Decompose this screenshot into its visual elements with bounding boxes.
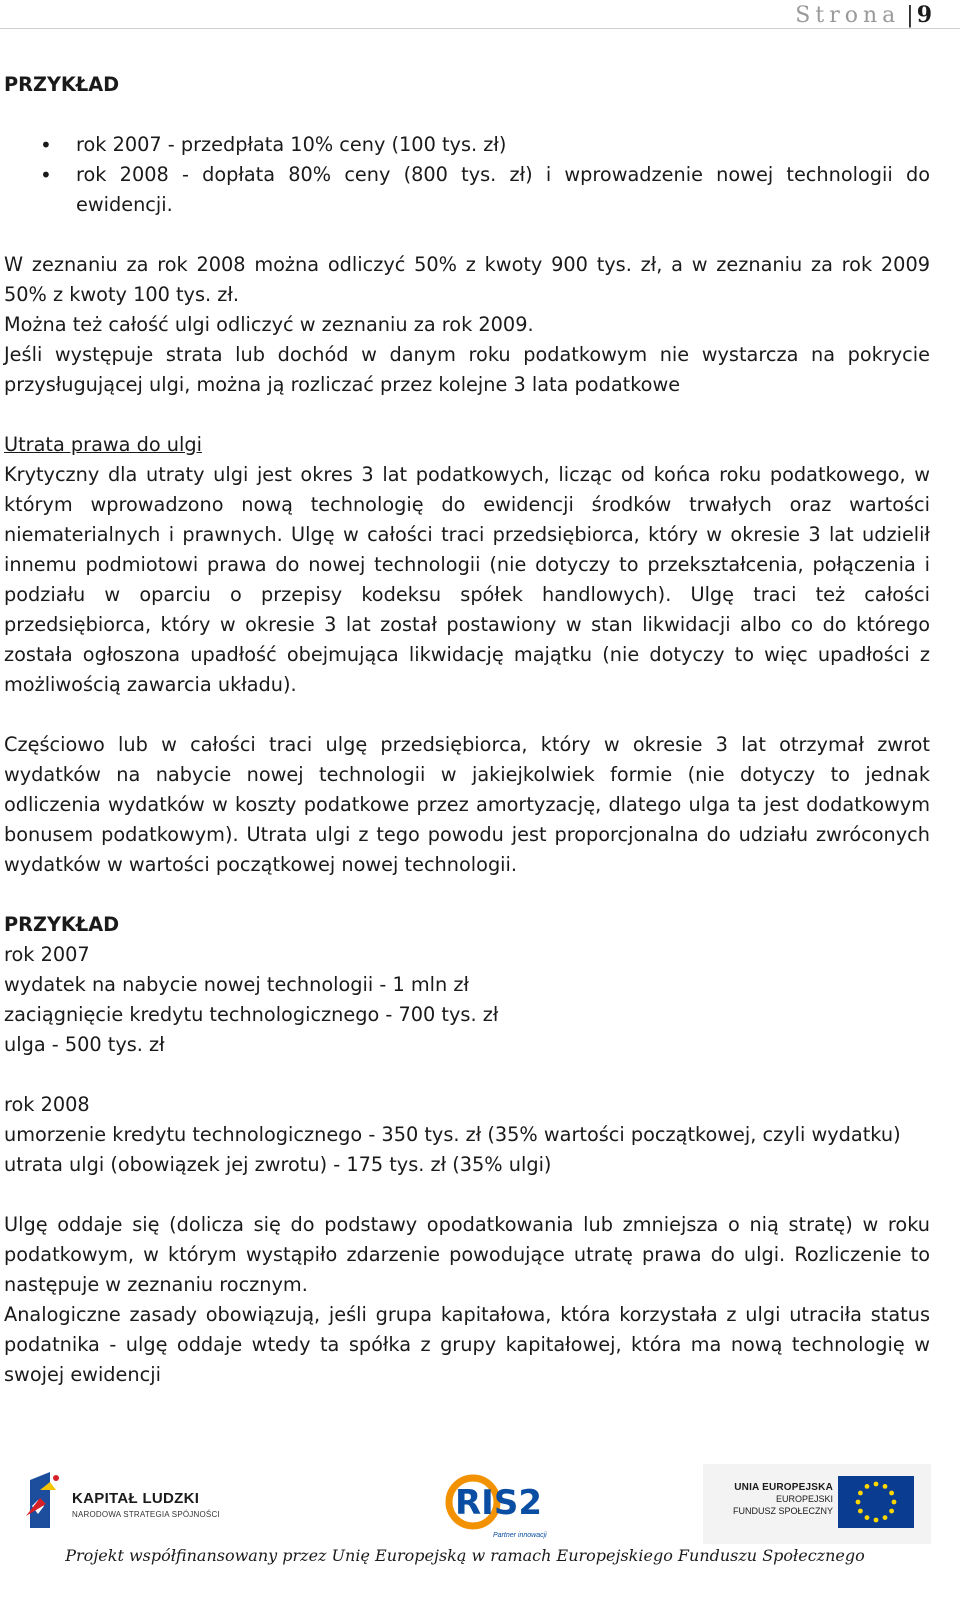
page-label: Strona	[795, 3, 901, 28]
ris2-mark: RIS2	[455, 1483, 542, 1523]
bullet-item: • rok 2007 - przedpłata 10% ceny (100 tys. zł)	[4, 130, 930, 160]
example-heading: PRZYKŁAD	[4, 73, 120, 96]
paragraph-deduction: W zeznaniu za rok 2008 można odliczyć 50% z kwoty 900 tys. zł, a w zeznaniu za rok 2009 50% z kwoty 100 tys. zł.	[4, 253, 930, 306]
paragraph-capital-group: Analogiczne zasady obowiązują, jeśli grupa kapitałowa, która korzystała z ulgi utraciła status podatnika - ulgę oddaje wtedy ta spółka z grupy kapitałowej, która ma nową technologię w swojej ewidencji	[4, 1303, 930, 1386]
paragraph-partial-loss: Częściowo lub w całości traci ulgę przedsiębiorca, który w okresie 3 lat otrzymał zwrot wydatków na nabycie nowej technologii w jakiejkolwiek formie (nie dotyczy to jednak odliczenia wydatków w koszty podatkowe przez amortyzację, dlatego ulga ta jest dodatkowym bonusem podatkowym). Utrata ulgi z tego powodu jest proporcjonalna do udziału zwróconych wydatków w wartości początkowej nowej technologii.	[4, 733, 930, 876]
page-number: 9	[916, 2, 932, 28]
example-bullet-list	[4, 130, 930, 220]
page-separator: |	[906, 3, 914, 28]
eu-logo-text	[717, 1482, 833, 1517]
paragraph-critical-period: Krytyczny dla utraty ulgi jest okres 3 lat podatkowych, licząc od końca roku podatkowego, w którym wprowadzono nową technologię do ewidencji środków trwałych oraz wartości niematerialnych i prawnych. Ulgę w całości traci przedsiębiorca, który w okresie 3 lat udzielił innemu podmiotowi prawa do nowej technologii (nie dotyczy to przekształcenia, połączenia i podziału w oparciu o przepisy kodeksu spółek handlowych). Ulgę traci też całości przedsiębiorca, który w okresie 3 lat został postawiony w stan likwidacji albo co do którego została ogłoszona upadłość obejmująca likwidację majątku (nie dotyczy to więc upadłości z możliwością zawarcia układu).	[4, 463, 930, 696]
eu-logo	[703, 1464, 931, 1544]
ris2-tagline: Partner innowacji	[493, 1532, 547, 1539]
paragraph-whole-relief: Można też całość ulgi odliczyć w zeznaniu za rok 2009.	[4, 313, 534, 336]
paragraph-loss: Jeśli występuje strata lub dochód w danym roku podatkowym nie wystarcza na pokrycie przysługującej ulgi, można ją rozliczać przez kolejne 3 lata podatkowe	[4, 343, 930, 396]
paragraph-return-relief: Ulgę oddaje się (dolicza się do podstawy opodatkowania lub zmniejsza o nią stratę) w roku podatkowym, w którym wystąpiło zdarzenie powodujące utratę prawa do ulgi. Rozliczenie to następuje w zeznaniu rocznym.	[4, 1213, 930, 1296]
section-title: Utrata prawa do ulgi	[4, 433, 202, 456]
example-line: ulga - 500 tys. zł	[4, 1033, 165, 1056]
bullet-item: • rok 2008 - dopłata 80% ceny (800 tys. zł) i wprowadzenie nowej technologii do ewidencji.	[4, 160, 930, 220]
example-line: wydatek na nabycie nowej technologii - 1 mln zł	[4, 973, 469, 996]
page-footer	[0, 1460, 960, 1613]
example-heading: PRZYKŁAD	[4, 913, 120, 936]
example-line: rok 2007	[4, 943, 90, 966]
example-line: rok 2008	[4, 1093, 90, 1116]
eu-line-1: UNIA EUROPEJSKA	[734, 1482, 833, 1493]
example-line: umorzenie kredytu technologicznego - 350 tys. zł (35% wartości początkowej, czyli wydatku)	[4, 1123, 901, 1146]
page-header	[0, 0, 960, 29]
eu-flag-icon	[838, 1476, 914, 1528]
document-body	[4, 70, 930, 1390]
eu-line-3: FUNDUSZ SPOŁECZNY	[732, 1506, 833, 1516]
kapital-ludzki-logo	[26, 1470, 220, 1540]
kapital-ludzki-title: KAPITAŁ LUDZKI	[72, 1490, 200, 1507]
cofinancing-note: Projekt współfinansowany przez Unię Europejską w ramach Europejskiego Funduszu Społecznego	[65, 1546, 865, 1565]
example-line: utrata ulgi (obowiązek jej zwrotu) - 175 tys. zł (35% ulgi)	[4, 1153, 552, 1176]
kapital-ludzki-emblem-icon	[26, 1470, 70, 1530]
kapital-ludzki-subtitle: NARODOWA STRATEGIA SPÓJNOŚCI	[72, 1510, 220, 1519]
ris2-mark-icon	[445, 1468, 555, 1532]
example-line: zaciągnięcie kredytu technologicznego - 700 tys. zł	[4, 1003, 499, 1026]
ris2-logo	[445, 1468, 555, 1548]
eu-line-2: EUROPEJSKI	[775, 1494, 833, 1504]
page-indicator	[795, 2, 932, 28]
